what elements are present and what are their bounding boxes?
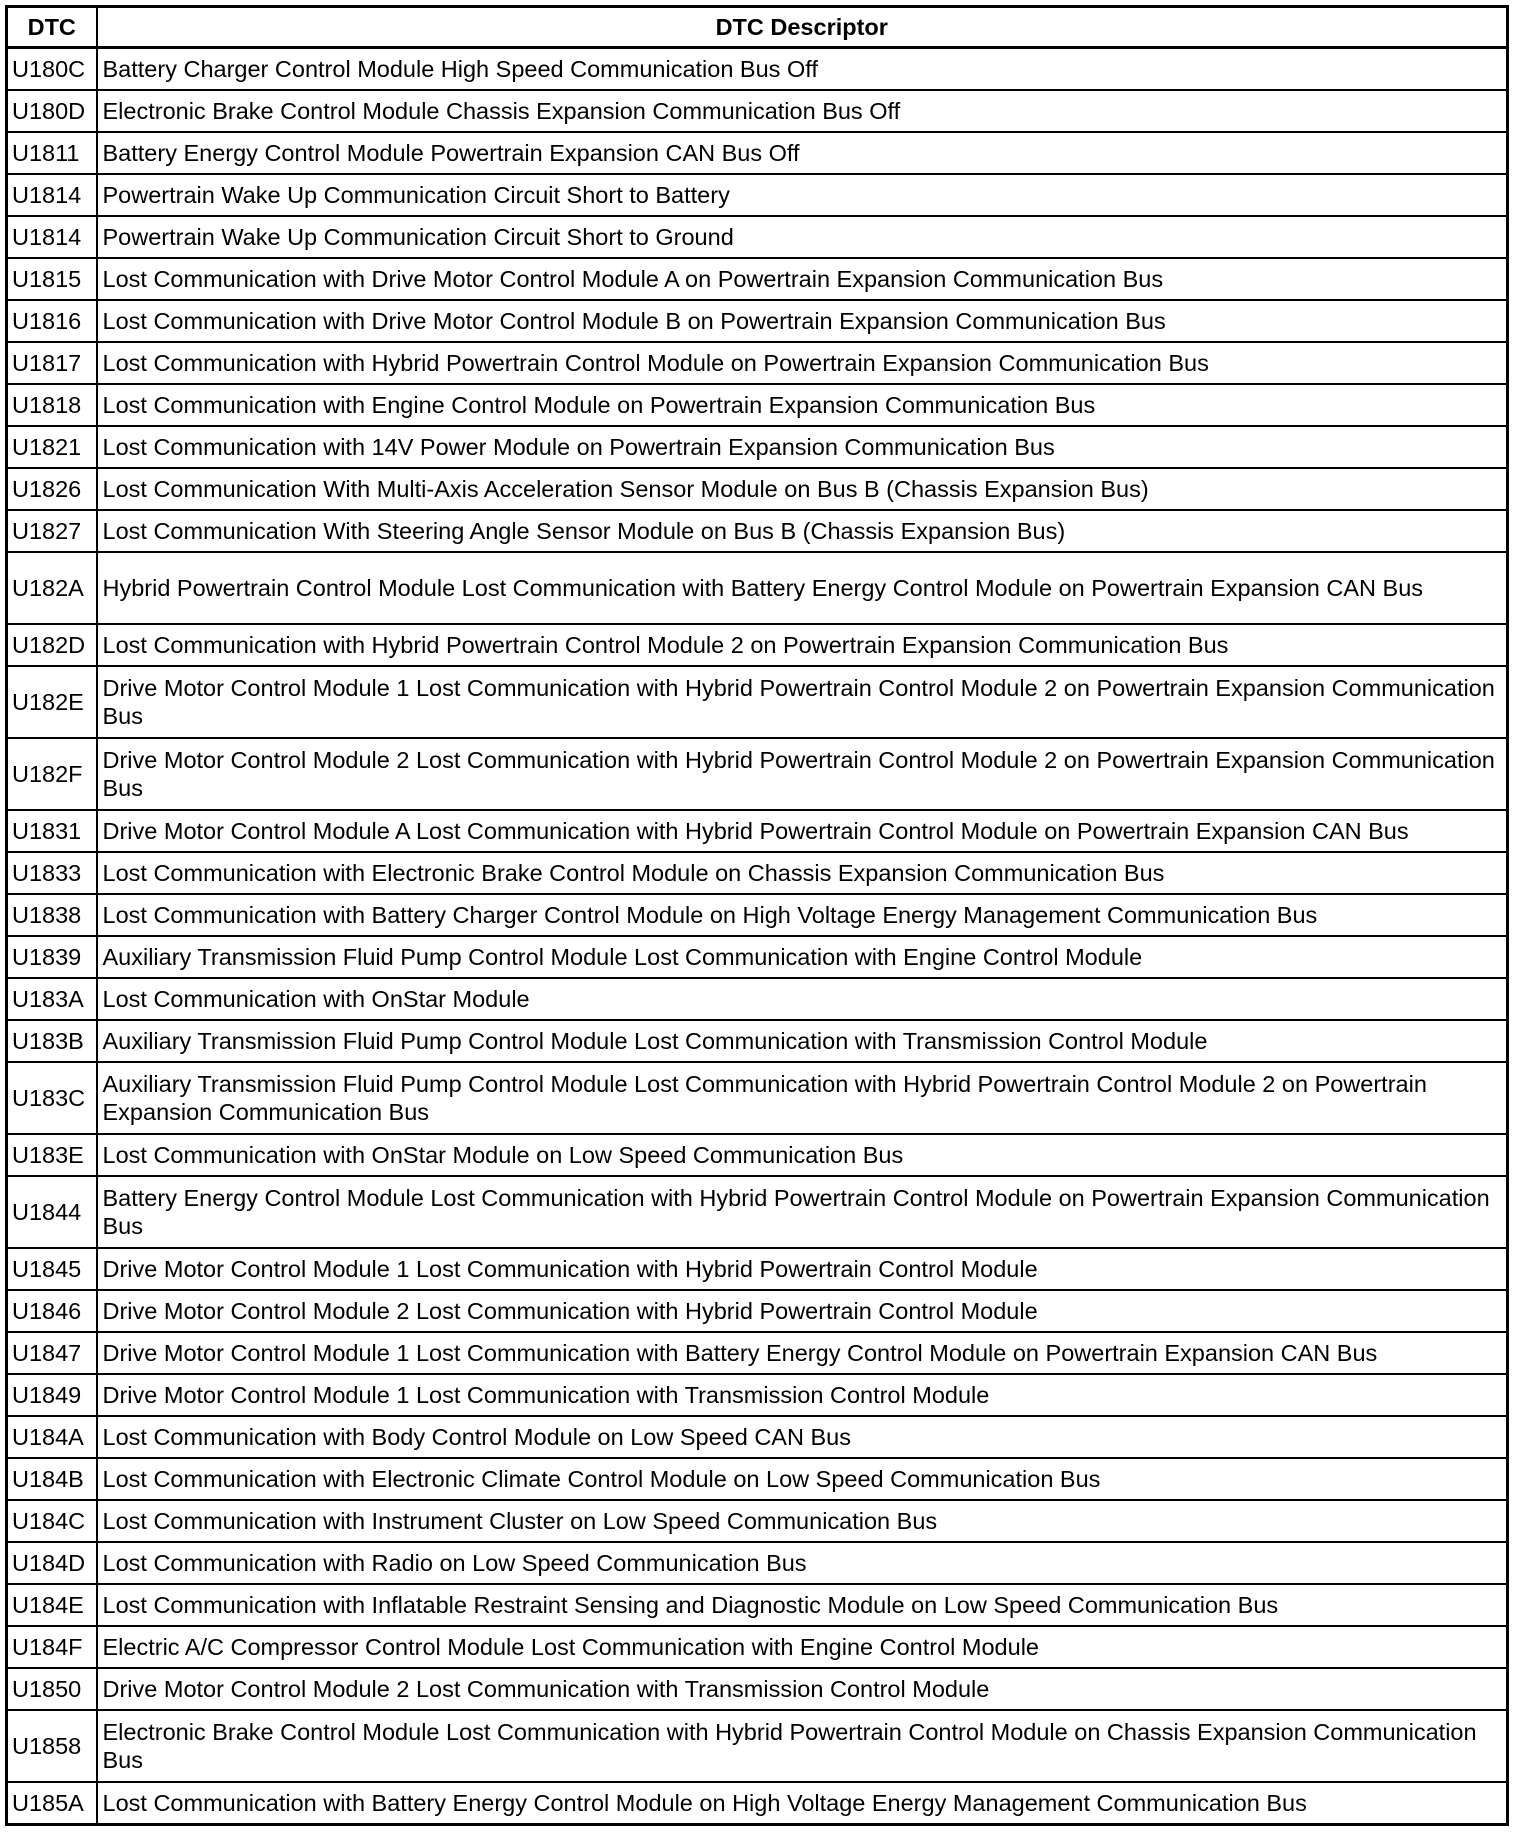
dtc-code-cell: U180D [7, 90, 97, 132]
dtc-code-cell: U1816 [7, 300, 97, 342]
table-row [7, 810, 1508, 852]
table-row [7, 894, 1508, 936]
table-row [7, 1248, 1508, 1290]
dtc-descriptor-cell: Drive Motor Control Module 1 Lost Communication with Hybrid Powertrain Control Module [97, 1248, 1508, 1290]
dtc-code-cell: U1814 [7, 174, 97, 216]
dtc-code-cell: U1811 [7, 132, 97, 174]
table-row [7, 552, 1508, 624]
dtc-descriptor-cell: Drive Motor Control Module 1 Lost Communication with Transmission Control Module [97, 1374, 1508, 1416]
dtc-code-cell: U184F [7, 1626, 97, 1668]
descriptor-column-header: DTC Descriptor [97, 7, 1508, 48]
table-row [7, 90, 1508, 132]
dtc-table-body [7, 48, 1508, 1825]
table-row [7, 1062, 1508, 1134]
dtc-descriptor-cell: Battery Energy Control Module Lost Communication with Hybrid Powertrain Control Module on Powertrain Expansion Communication Bus [97, 1176, 1508, 1248]
table-row [7, 384, 1508, 426]
dtc-descriptor-cell: Lost Communication with Drive Motor Control Module A on Powertrain Expansion Communication Bus [97, 258, 1508, 300]
dtc-descriptor-cell: Lost Communication with Electronic Climate Control Module on Low Speed Communication Bus [97, 1458, 1508, 1500]
dtc-descriptor-cell: Lost Communication with Engine Control Module on Powertrain Expansion Communication Bus [97, 384, 1508, 426]
table-row [7, 1458, 1508, 1500]
dtc-descriptor-cell: Lost Communication with OnStar Module [97, 978, 1508, 1020]
dtc-descriptor-cell: Drive Motor Control Module 2 Lost Communication with Transmission Control Module [97, 1668, 1508, 1710]
table-row [7, 936, 1508, 978]
table-row [7, 1176, 1508, 1248]
dtc-descriptor-cell: Auxiliary Transmission Fluid Pump Control Module Lost Communication with Transmission Control Module [97, 1020, 1508, 1062]
table-row [7, 738, 1508, 810]
dtc-code-cell: U1858 [7, 1710, 97, 1782]
dtc-code-cell: U183B [7, 1020, 97, 1062]
dtc-descriptor-cell: Electronic Brake Control Module Chassis Expansion Communication Bus Off [97, 90, 1508, 132]
dtc-code-cell: U1850 [7, 1668, 97, 1710]
table-row [7, 1542, 1508, 1584]
dtc-descriptor-cell: Battery Charger Control Module High Speed Communication Bus Off [97, 48, 1508, 91]
dtc-descriptor-cell: Lost Communication with Battery Energy Control Module on High Voltage Energy Management Communication Bus [97, 1782, 1508, 1825]
dtc-descriptor-cell: Powertrain Wake Up Communication Circuit Short to Ground [97, 216, 1508, 258]
dtc-descriptor-cell: Lost Communication with Electronic Brake Control Module on Chassis Expansion Communication Bus [97, 852, 1508, 894]
dtc-code-cell: U184C [7, 1500, 97, 1542]
table-row [7, 1020, 1508, 1062]
dtc-code-cell: U1846 [7, 1290, 97, 1332]
dtc-code-cell: U1826 [7, 468, 97, 510]
dtc-code-cell: U1831 [7, 810, 97, 852]
dtc-code-cell: U1838 [7, 894, 97, 936]
dtc-code-cell: U182D [7, 624, 97, 666]
table-row [7, 624, 1508, 666]
table-row [7, 1134, 1508, 1176]
dtc-descriptor-cell: Electronic Brake Control Module Lost Communication with Hybrid Powertrain Control Module on Chassis Expansion Communication Bus [97, 1710, 1508, 1782]
dtc-code-cell: U1849 [7, 1374, 97, 1416]
table-row [7, 342, 1508, 384]
dtc-code-cell: U184E [7, 1584, 97, 1626]
dtc-code-cell: U1818 [7, 384, 97, 426]
dtc-code-cell: U1844 [7, 1176, 97, 1248]
dtc-code-cell: U184B [7, 1458, 97, 1500]
table-row [7, 48, 1508, 91]
dtc-code-cell: U1827 [7, 510, 97, 552]
dtc-descriptor-cell: Lost Communication with Drive Motor Control Module B on Powertrain Expansion Communication Bus [97, 300, 1508, 342]
table-row [7, 1500, 1508, 1542]
dtc-descriptor-cell: Lost Communication with Inflatable Restraint Sensing and Diagnostic Module on Low Speed Communication Bus [97, 1584, 1508, 1626]
dtc-descriptor-cell: Lost Communication with 14V Power Module on Powertrain Expansion Communication Bus [97, 426, 1508, 468]
dtc-code-cell: U1845 [7, 1248, 97, 1290]
dtc-descriptor-cell: Auxiliary Transmission Fluid Pump Control Module Lost Communication with Engine Control Module [97, 936, 1508, 978]
dtc-descriptor-cell: Battery Energy Control Module Powertrain Expansion CAN Bus Off [97, 132, 1508, 174]
dtc-code-cell: U1821 [7, 426, 97, 468]
table-row [7, 1332, 1508, 1374]
dtc-code-cell: U184A [7, 1416, 97, 1458]
dtc-table-container [5, 5, 1506, 1826]
table-row [7, 426, 1508, 468]
table-row [7, 1584, 1508, 1626]
table-row [7, 258, 1508, 300]
dtc-table [5, 5, 1509, 1826]
dtc-descriptor-cell: Auxiliary Transmission Fluid Pump Control Module Lost Communication with Hybrid Powertrain Control Module 2 on Powertrain Expansion Communication Bus [97, 1062, 1508, 1134]
dtc-descriptor-cell: Drive Motor Control Module 2 Lost Communication with Hybrid Powertrain Control Module 2 on Powertrain Expansion Communication Bus [97, 738, 1508, 810]
table-row [7, 510, 1508, 552]
dtc-code-cell: U1817 [7, 342, 97, 384]
dtc-column-header: DTC [7, 7, 97, 48]
dtc-descriptor-cell: Lost Communication with Battery Charger Control Module on High Voltage Energy Management Communication Bus [97, 894, 1508, 936]
table-row [7, 132, 1508, 174]
table-header-row [7, 7, 1508, 48]
dtc-descriptor-cell: Lost Communication with Radio on Low Speed Communication Bus [97, 1542, 1508, 1584]
dtc-descriptor-cell: Drive Motor Control Module 2 Lost Communication with Hybrid Powertrain Control Module [97, 1290, 1508, 1332]
dtc-code-cell: U183C [7, 1062, 97, 1134]
dtc-descriptor-cell: Lost Communication with Hybrid Powertrain Control Module on Powertrain Expansion Communication Bus [97, 342, 1508, 384]
table-row [7, 1416, 1508, 1458]
dtc-code-cell: U1815 [7, 258, 97, 300]
dtc-descriptor-cell: Lost Communication with Instrument Cluster on Low Speed Communication Bus [97, 1500, 1508, 1542]
table-row [7, 1374, 1508, 1416]
dtc-code-cell: U183A [7, 978, 97, 1020]
table-row [7, 1710, 1508, 1782]
dtc-code-cell: U182F [7, 738, 97, 810]
dtc-code-cell: U182A [7, 552, 97, 624]
dtc-code-cell: U1847 [7, 1332, 97, 1374]
dtc-code-cell: U1839 [7, 936, 97, 978]
dtc-descriptor-cell: Lost Communication With Steering Angle Sensor Module on Bus B (Chassis Expansion Bus) [97, 510, 1508, 552]
dtc-descriptor-cell: Drive Motor Control Module A Lost Communication with Hybrid Powertrain Control Module on Powertrain Expansion CAN Bus [97, 810, 1508, 852]
table-row [7, 468, 1508, 510]
dtc-descriptor-cell: Lost Communication with Body Control Module on Low Speed CAN Bus [97, 1416, 1508, 1458]
table-row [7, 1668, 1508, 1710]
dtc-code-cell: U180C [7, 48, 97, 91]
dtc-code-cell: U182E [7, 666, 97, 738]
dtc-code-cell: U183E [7, 1134, 97, 1176]
table-row [7, 174, 1508, 216]
dtc-descriptor-cell: Hybrid Powertrain Control Module Lost Communication with Battery Energy Control Module on Powertrain Expansion CAN Bus [97, 552, 1508, 624]
dtc-descriptor-cell: Lost Communication With Multi-Axis Acceleration Sensor Module on Bus B (Chassis Expansion Bus) [97, 468, 1508, 510]
dtc-descriptor-cell: Lost Communication with Hybrid Powertrain Control Module 2 on Powertrain Expansion Communication Bus [97, 624, 1508, 666]
dtc-code-cell: U185A [7, 1782, 97, 1825]
dtc-code-cell: U1833 [7, 852, 97, 894]
dtc-descriptor-cell: Drive Motor Control Module 1 Lost Communication with Hybrid Powertrain Control Module 2 on Powertrain Expansion Communication Bus [97, 666, 1508, 738]
table-row [7, 978, 1508, 1020]
dtc-descriptor-cell: Lost Communication with OnStar Module on Low Speed Communication Bus [97, 1134, 1508, 1176]
table-row [7, 216, 1508, 258]
dtc-descriptor-cell: Drive Motor Control Module 1 Lost Communication with Battery Energy Control Module on Powertrain Expansion CAN Bus [97, 1332, 1508, 1374]
dtc-code-cell: U184D [7, 1542, 97, 1584]
dtc-descriptor-cell: Powertrain Wake Up Communication Circuit Short to Battery [97, 174, 1508, 216]
dtc-descriptor-cell: Electric A/C Compressor Control Module Lost Communication with Engine Control Module [97, 1626, 1508, 1668]
table-row [7, 1290, 1508, 1332]
table-row [7, 1626, 1508, 1668]
table-row [7, 300, 1508, 342]
table-row [7, 1782, 1508, 1825]
table-row [7, 852, 1508, 894]
dtc-code-cell: U1814 [7, 216, 97, 258]
table-row [7, 666, 1508, 738]
